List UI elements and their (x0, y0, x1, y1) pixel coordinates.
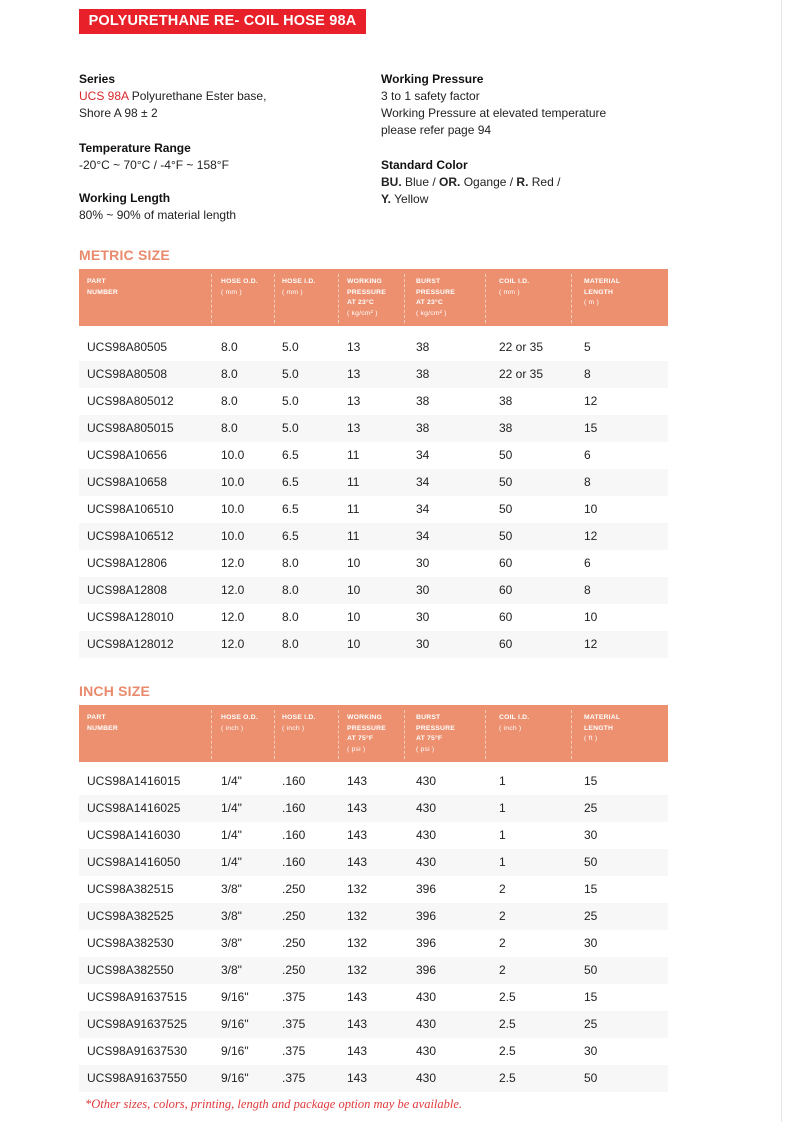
header-line: AT 23°C (347, 299, 375, 306)
header-column-divider (571, 274, 572, 323)
color-name-y: Yellow (391, 192, 429, 206)
table-row (79, 849, 668, 876)
table-row (79, 1011, 668, 1038)
cell-working-pressure: 132 (347, 909, 368, 923)
header-line: MATERIAL (584, 714, 621, 721)
cell-coil-id: 1 (499, 855, 506, 869)
cell-working-pressure: 13 (347, 340, 361, 354)
cell-hose-id: .250 (282, 882, 306, 896)
header-material-length (584, 713, 620, 745)
header-line: WORKING (347, 714, 383, 721)
cell-hose-id: 6.5 (282, 448, 299, 462)
table-row (79, 442, 668, 469)
header-material-length (584, 277, 620, 309)
cell-coil-id: 1 (499, 801, 506, 815)
cell-hose-od: 9/16" (221, 1017, 249, 1031)
cell-material-length: 12 (584, 394, 598, 408)
cell-working-pressure: 13 (347, 421, 361, 435)
cell-burst-pressure: 396 (416, 963, 437, 977)
cell-material-length: 6 (584, 556, 591, 570)
cell-working-pressure: 132 (347, 963, 368, 977)
cell-material-length: 15 (584, 774, 598, 788)
cell-coil-id: 50 (499, 502, 513, 516)
cell-hose-od: 3/8" (221, 936, 242, 950)
cell-hose-od: 9/16" (221, 990, 249, 1004)
cell-hose-id: .160 (282, 801, 306, 815)
cell-coil-id: 50 (499, 529, 513, 543)
header-hose-od (221, 277, 258, 298)
inch-table-header (79, 705, 668, 762)
header-column-divider (211, 274, 212, 323)
cell-part-number: UCS98A382550 (87, 963, 174, 977)
header-unit: ( inch ) (282, 724, 305, 732)
cell-part-number: UCS98A10658 (87, 475, 168, 489)
cell-working-pressure: 10 (347, 556, 361, 570)
cell-hose-od: 1/4" (221, 855, 242, 869)
header-unit: ( inch ) (221, 724, 244, 732)
table-row (79, 469, 668, 496)
cell-part-number: UCS98A91637550 (87, 1071, 188, 1085)
table-row (79, 523, 668, 550)
cell-part-number: UCS98A382530 (87, 936, 174, 950)
cell-hose-od: 8.0 (221, 394, 238, 408)
cell-burst-pressure: 396 (416, 936, 437, 950)
standard-color-heading: Standard Color (381, 158, 468, 172)
cell-burst-pressure: 396 (416, 909, 437, 923)
cell-burst-pressure: 30 (416, 637, 430, 651)
series-line-2: Shore A 98 ± 2 (79, 106, 158, 120)
cell-working-pressure: 11 (347, 502, 360, 516)
cell-material-length: 8 (584, 583, 591, 597)
cell-part-number: UCS98A805015 (87, 421, 174, 435)
cell-coil-id: 50 (499, 475, 513, 489)
cell-hose-od: 8.0 (221, 421, 238, 435)
cell-hose-od: 1/4" (221, 828, 242, 842)
table-row (79, 334, 668, 361)
header-line: NUMBER (87, 288, 119, 296)
metric-size-title: METRIC SIZE (79, 247, 170, 263)
cell-hose-id: 5.0 (282, 367, 299, 381)
cell-burst-pressure: 430 (416, 1044, 437, 1058)
cell-hose-id: .375 (282, 1071, 306, 1085)
cell-hose-od: 12.0 (221, 556, 245, 570)
cell-material-length: 30 (584, 936, 598, 950)
cell-coil-id: 2.5 (499, 990, 516, 1004)
header-line: HOSE I.D. (282, 278, 316, 285)
cell-material-length: 30 (584, 1044, 598, 1058)
header-line: HOSE O.D. (221, 278, 258, 285)
header-column-divider (571, 710, 572, 759)
cell-hose-od: 12.0 (221, 610, 245, 624)
color-code-y: Y. (381, 192, 392, 206)
cell-hose-id: .160 (282, 828, 306, 842)
cell-hose-id: .375 (282, 1044, 306, 1058)
cell-hose-od: 9/16" (221, 1044, 249, 1058)
cell-coil-id: 60 (499, 583, 513, 597)
cell-part-number: UCS98A805012 (87, 394, 174, 408)
cell-burst-pressure: 30 (416, 556, 430, 570)
series-block (79, 71, 266, 122)
cell-hose-id: 5.0 (282, 340, 299, 354)
table-row (79, 930, 668, 957)
cell-burst-pressure: 34 (416, 502, 430, 516)
cell-working-pressure: 143 (347, 855, 368, 869)
header-hose-id (282, 277, 316, 298)
temperature-value: -20°C ~ 70°C / -4°F ~ 158°F (79, 158, 229, 172)
cell-burst-pressure: 30 (416, 610, 430, 624)
cell-part-number: UCS98A1416025 (87, 801, 181, 815)
table-row (79, 415, 668, 442)
cell-hose-od: 10.0 (221, 448, 245, 462)
header-unit: ( mm ) (221, 288, 242, 296)
cell-part-number: UCS98A1416030 (87, 828, 181, 842)
cell-hose-id: .375 (282, 1017, 306, 1031)
cell-hose-id: 6.5 (282, 502, 299, 516)
cell-working-pressure: 143 (347, 774, 368, 788)
header-line: AT 23°C (416, 299, 444, 306)
cell-working-pressure: 143 (347, 828, 368, 842)
table-row (79, 631, 668, 658)
cell-hose-od: 3/8" (221, 882, 242, 896)
cell-coil-id: 2 (499, 936, 506, 950)
header-column-divider (274, 274, 275, 323)
color-code-r: R. (516, 175, 529, 189)
cell-hose-od: 10.0 (221, 475, 245, 489)
cell-burst-pressure: 34 (416, 448, 430, 462)
series-line-1 (79, 88, 266, 105)
page-edge-rule (781, 0, 782, 1122)
working-pressure-line-1: 3 to 1 safety factor (381, 89, 480, 103)
cell-coil-id: 38 (499, 394, 513, 408)
header-unit: ( m ) (584, 299, 599, 306)
table-row (79, 604, 668, 631)
header-column-divider (338, 710, 339, 759)
cell-burst-pressure: 430 (416, 828, 437, 842)
header-unit: ( psi ) (416, 745, 435, 753)
cell-material-length: 25 (584, 801, 598, 815)
header-working-pressure (347, 277, 386, 319)
cell-working-pressure: 10 (347, 610, 361, 624)
cell-material-length: 8 (584, 475, 591, 489)
cell-material-length: 6 (584, 448, 591, 462)
cell-burst-pressure: 430 (416, 801, 437, 815)
cell-material-length: 10 (584, 610, 598, 624)
cell-working-pressure: 11 (347, 529, 360, 543)
cell-part-number: UCS98A382525 (87, 909, 174, 923)
header-line: AT 75°F (347, 735, 374, 742)
standard-color-line-2 (381, 191, 560, 208)
standard-color-block (381, 157, 560, 208)
cell-material-length: 8 (584, 367, 591, 381)
header-line: PART (87, 278, 106, 285)
cell-part-number: UCS98A12806 (87, 556, 168, 570)
cell-part-number: UCS98A91637530 (87, 1044, 188, 1058)
cell-hose-id: 8.0 (282, 610, 299, 624)
cell-coil-id: 50 (499, 448, 513, 462)
cell-coil-id: 2.5 (499, 1071, 516, 1085)
header-line: AT 75°F (416, 735, 443, 742)
cell-material-length: 25 (584, 909, 598, 923)
inch-size-table (79, 705, 668, 1092)
cell-working-pressure: 132 (347, 882, 368, 896)
cell-coil-id: 2 (499, 909, 506, 923)
color-name-or: Ogange / (460, 175, 517, 189)
cell-part-number: UCS98A1416015 (87, 774, 181, 788)
working-pressure-line-3: please refer page 94 (381, 123, 492, 137)
header-line: PRESSURE (416, 288, 455, 296)
cell-working-pressure: 11 (347, 475, 360, 489)
metric-size-table (79, 269, 668, 658)
temperature-heading: Temperature Range (79, 141, 191, 155)
table-row (79, 577, 668, 604)
cell-hose-od: 3/8" (221, 963, 242, 977)
cell-hose-od: 12.0 (221, 637, 245, 651)
cell-burst-pressure: 34 (416, 529, 430, 543)
header-hose-od (221, 713, 258, 734)
table-row (79, 1065, 668, 1092)
working-length-value: 80% ~ 90% of material length (79, 208, 237, 222)
color-name-r: Red / (528, 175, 561, 189)
cell-part-number: UCS98A382515 (87, 882, 174, 896)
header-part-number (87, 713, 118, 734)
header-line: BURST (416, 714, 441, 721)
cell-part-number: UCS98A91637515 (87, 990, 188, 1004)
header-coil-id (499, 277, 529, 298)
cell-hose-od: 1/4" (221, 801, 242, 815)
cell-coil-id: 38 (499, 421, 513, 435)
header-column-divider (485, 710, 486, 759)
cell-burst-pressure: 38 (416, 340, 430, 354)
standard-color-line-1 (381, 174, 560, 191)
header-unit: ( kg/cm² ) (416, 309, 447, 317)
cell-coil-id: 60 (499, 556, 513, 570)
color-name-bu: Blue / (401, 175, 440, 189)
cell-material-length: 5 (584, 340, 591, 354)
cell-material-length: 50 (584, 855, 598, 869)
header-column-divider (404, 710, 405, 759)
header-line: HOSE I.D. (282, 714, 316, 721)
cell-working-pressure: 143 (347, 1071, 368, 1085)
cell-hose-id: 8.0 (282, 556, 299, 570)
cell-coil-id: 22 or 35 (499, 340, 544, 354)
cell-coil-id: 60 (499, 637, 513, 651)
cell-hose-id: 5.0 (282, 394, 299, 408)
cell-working-pressure: 143 (347, 1017, 368, 1031)
series-text-1: Polyurethane Ester base, (128, 89, 267, 103)
cell-hose-id: 5.0 (282, 421, 299, 435)
cell-material-length: 15 (584, 990, 598, 1004)
cell-material-length: 10 (584, 502, 598, 516)
table-row (79, 795, 668, 822)
cell-working-pressure: 10 (347, 583, 361, 597)
cell-coil-id: 60 (499, 610, 513, 624)
cell-hose-od: 10.0 (221, 529, 245, 543)
header-unit: ( kg/cm² ) (347, 309, 378, 317)
cell-hose-od: 1/4" (221, 774, 242, 788)
cell-burst-pressure: 396 (416, 882, 437, 896)
table-row (79, 822, 668, 849)
header-unit: ( psi ) (347, 745, 366, 753)
cell-coil-id: 1 (499, 774, 506, 788)
page-title: POLYURETHANE RE- COIL HOSE 98A (79, 9, 366, 34)
working-pressure-line-2: Working Pressure at elevated temperature (381, 106, 607, 120)
cell-hose-od: 10.0 (221, 502, 245, 516)
header-line: PART (87, 714, 106, 721)
cell-burst-pressure: 430 (416, 990, 437, 1004)
table-row (79, 496, 668, 523)
header-line: WORKING (347, 278, 383, 285)
header-working-pressure (347, 713, 386, 755)
header-unit: ( mm ) (499, 288, 520, 296)
header-line: NUMBER (87, 724, 119, 732)
header-unit: ( ft ) (584, 735, 598, 742)
header-column-divider (274, 710, 275, 759)
cell-burst-pressure: 430 (416, 774, 437, 788)
working-pressure-heading: Working Pressure (381, 72, 484, 86)
cell-burst-pressure: 38 (416, 394, 430, 408)
table-row (79, 768, 668, 795)
cell-hose-id: 8.0 (282, 637, 299, 651)
cell-burst-pressure: 34 (416, 475, 430, 489)
header-column-divider (338, 274, 339, 323)
cell-hose-id: 8.0 (282, 583, 299, 597)
header-coil-id (499, 713, 529, 734)
cell-coil-id: 22 or 35 (499, 367, 544, 381)
cell-part-number: UCS98A80505 (87, 340, 168, 354)
header-column-divider (485, 274, 486, 323)
series-heading: Series (79, 72, 116, 86)
header-burst-pressure (416, 713, 455, 755)
table-row (79, 957, 668, 984)
cell-working-pressure: 13 (347, 367, 361, 381)
header-line: COIL I.D. (499, 714, 530, 721)
working-length-block (79, 190, 236, 224)
table-row (79, 984, 668, 1011)
cell-hose-od: 12.0 (221, 583, 245, 597)
cell-material-length: 25 (584, 1017, 598, 1031)
cell-part-number: UCS98A10656 (87, 448, 168, 462)
table-row (79, 388, 668, 415)
cell-material-length: 12 (584, 637, 598, 651)
header-line: LENGTH (584, 288, 614, 296)
cell-working-pressure: 10 (347, 637, 361, 651)
cell-working-pressure: 143 (347, 1044, 368, 1058)
table-row (79, 550, 668, 577)
series-code: UCS 98A (79, 89, 129, 103)
header-line: PRESSURE (347, 724, 386, 732)
header-line: BURST (416, 278, 441, 285)
header-line: COIL I.D. (499, 278, 530, 285)
cell-hose-od: 9/16" (221, 1071, 249, 1085)
cell-hose-id: .375 (282, 990, 306, 1004)
footnote: *Other sizes, colors, printing, length and package option may be available. (85, 1097, 463, 1111)
cell-hose-id: .160 (282, 774, 306, 788)
cell-burst-pressure: 430 (416, 855, 437, 869)
cell-coil-id: 2 (499, 882, 506, 896)
header-column-divider (211, 710, 212, 759)
cell-coil-id: 2 (499, 963, 506, 977)
header-line: MATERIAL (584, 278, 621, 285)
temperature-block (79, 140, 229, 174)
header-part-number (87, 277, 118, 298)
cell-coil-id: 2.5 (499, 1017, 516, 1031)
header-column-divider (404, 274, 405, 323)
header-line: HOSE O.D. (221, 714, 258, 721)
cell-part-number: UCS98A80508 (87, 367, 168, 381)
cell-coil-id: 1 (499, 828, 506, 842)
cell-hose-od: 3/8" (221, 909, 242, 923)
cell-hose-id: .250 (282, 909, 306, 923)
working-pressure-block (381, 71, 606, 139)
cell-hose-od: 8.0 (221, 340, 238, 354)
cell-hose-id: .250 (282, 963, 306, 977)
table-row (79, 903, 668, 930)
metric-table-header (79, 269, 668, 326)
cell-part-number: UCS98A106512 (87, 529, 174, 543)
cell-burst-pressure: 430 (416, 1071, 437, 1085)
cell-working-pressure: 132 (347, 936, 368, 950)
cell-material-length: 15 (584, 421, 598, 435)
cell-hose-id: 6.5 (282, 475, 299, 489)
header-unit: ( mm ) (282, 288, 303, 296)
cell-working-pressure: 11 (347, 448, 360, 462)
cell-part-number: UCS98A128010 (87, 610, 174, 624)
cell-hose-id: 6.5 (282, 529, 299, 543)
cell-part-number: UCS98A12808 (87, 583, 168, 597)
cell-material-length: 50 (584, 1071, 598, 1085)
header-burst-pressure (416, 277, 455, 319)
table-spacer (79, 326, 668, 334)
cell-material-length: 30 (584, 828, 598, 842)
cell-coil-id: 2.5 (499, 1044, 516, 1058)
cell-burst-pressure: 38 (416, 421, 430, 435)
cell-working-pressure: 13 (347, 394, 361, 408)
table-row (79, 361, 668, 388)
color-code-or: OR. (439, 175, 461, 189)
cell-working-pressure: 143 (347, 801, 368, 815)
cell-part-number: UCS98A1416050 (87, 855, 181, 869)
cell-burst-pressure: 30 (416, 583, 430, 597)
cell-hose-od: 8.0 (221, 367, 238, 381)
cell-material-length: 12 (584, 529, 598, 543)
cell-hose-id: .250 (282, 936, 306, 950)
cell-material-length: 15 (584, 882, 598, 896)
cell-burst-pressure: 430 (416, 1017, 437, 1031)
header-line: LENGTH (584, 724, 614, 732)
cell-burst-pressure: 38 (416, 367, 430, 381)
cell-hose-id: .160 (282, 855, 306, 869)
table-row (79, 1038, 668, 1065)
working-length-heading: Working Length (79, 191, 171, 205)
header-line: PRESSURE (347, 288, 386, 296)
header-unit: ( inch ) (499, 724, 522, 732)
header-line: PRESSURE (416, 724, 455, 732)
color-code-bu: BU. (381, 175, 402, 189)
cell-working-pressure: 143 (347, 990, 368, 1004)
table-row (79, 876, 668, 903)
cell-part-number: UCS98A106510 (87, 502, 174, 516)
header-hose-id (282, 713, 316, 734)
cell-material-length: 50 (584, 963, 598, 977)
cell-part-number: UCS98A91637525 (87, 1017, 188, 1031)
inch-size-title: INCH SIZE (79, 683, 151, 699)
cell-part-number: UCS98A128012 (87, 637, 174, 651)
